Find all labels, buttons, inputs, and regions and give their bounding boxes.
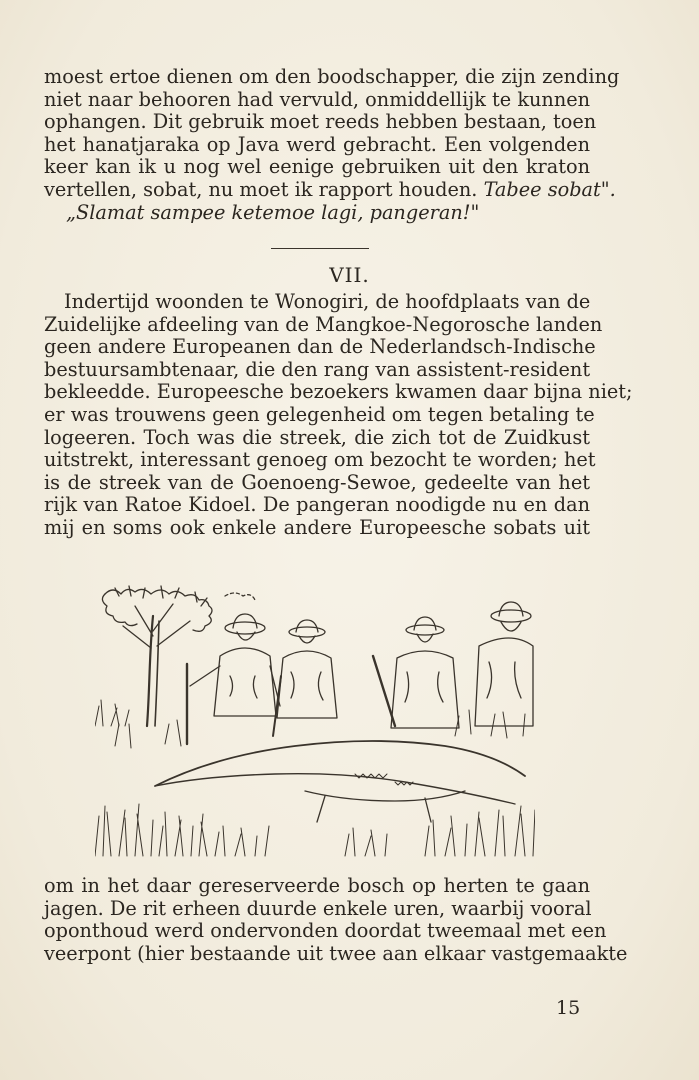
text-line: oponthoud werd ondervonden doordat tweemaal met een xyxy=(44,919,607,943)
lower-paragraph xyxy=(44,874,628,965)
crocodile-sketch xyxy=(155,741,525,822)
text-line: om in het daar gereserveerde bosch op herten te gaan xyxy=(44,874,590,897)
grass-foreground xyxy=(95,700,535,856)
text-line: Zuidelijke afdeeling van de Mangkoe-Negorosche landen xyxy=(44,312,603,336)
text-line: er was trouwens geen gelegenheid om tegen betaling te xyxy=(44,402,595,426)
tree-sketch xyxy=(102,586,255,726)
upper-paragraph xyxy=(44,65,620,224)
text-line: bestuursambtenaar, die den rang van assistent-resident xyxy=(44,357,591,381)
text-line: logeeren. Toch was die streek, die zich tot de Zuidkust xyxy=(44,425,590,449)
page-number: 15 xyxy=(556,997,581,1019)
section-heading: VII. xyxy=(329,263,370,287)
quote-line: „Slamat sampee ketemoe lagi, pangeran!" xyxy=(66,200,480,224)
middle-paragraph xyxy=(44,290,633,540)
text-line: moest ertoe dienen om den boodschapper, die zijn zending xyxy=(44,65,620,88)
text-line: jagen. De rit erheen duurde enkele uren, waarbij vooral xyxy=(44,896,592,920)
hunter-figure xyxy=(187,614,280,744)
text-line: uitstrekt, interessant genoeg om bezocht te worden; het xyxy=(44,448,596,472)
text-line: veerpont (hier bestaande uit twee aan elkaar vastgemaakte xyxy=(44,941,628,965)
text-line-main: vertellen, sobat, nu moet ik rapport houden. xyxy=(44,177,478,201)
hunter-figure xyxy=(373,617,459,728)
text-line: het hanatjaraka op Java werd gebracht. Een volgenden xyxy=(44,132,590,156)
hunting-party-illustration xyxy=(95,576,535,858)
text-line: rijk van Ratoe Kidoel. De pangeran noodigde nu en dan xyxy=(44,493,590,517)
text-line: niet naar behooren had vervuld, onmiddellijk te kunnen xyxy=(44,87,591,111)
text-line: keer kan ik u nog wel eenige gebruiken uit den kraton xyxy=(44,155,590,179)
text-line: geen andere Europeanen dan de Nederlandsch-Indische xyxy=(44,335,596,359)
section-divider xyxy=(271,248,369,249)
hunter-figure xyxy=(273,620,337,736)
italic-greeting: Tabee sobat". xyxy=(483,177,616,201)
text-line xyxy=(44,177,616,202)
text-line: bekleedde. Europeesche bezoekers kwamen daar bijna niet; xyxy=(44,380,633,404)
text-line: ophangen. Dit gebruik moet reeds hebben bestaan, toen xyxy=(44,110,597,134)
text-line: is de streek van de Goenoeng-Sewoe, gedeelte van het xyxy=(44,470,590,494)
text-line: mij en soms ook enkele andere Europeesche sobats uit xyxy=(44,515,590,539)
hunter-figure xyxy=(475,602,533,726)
text-line: Indertijd woonden te Wonogiri, de hoofdplaats van de xyxy=(64,290,591,313)
